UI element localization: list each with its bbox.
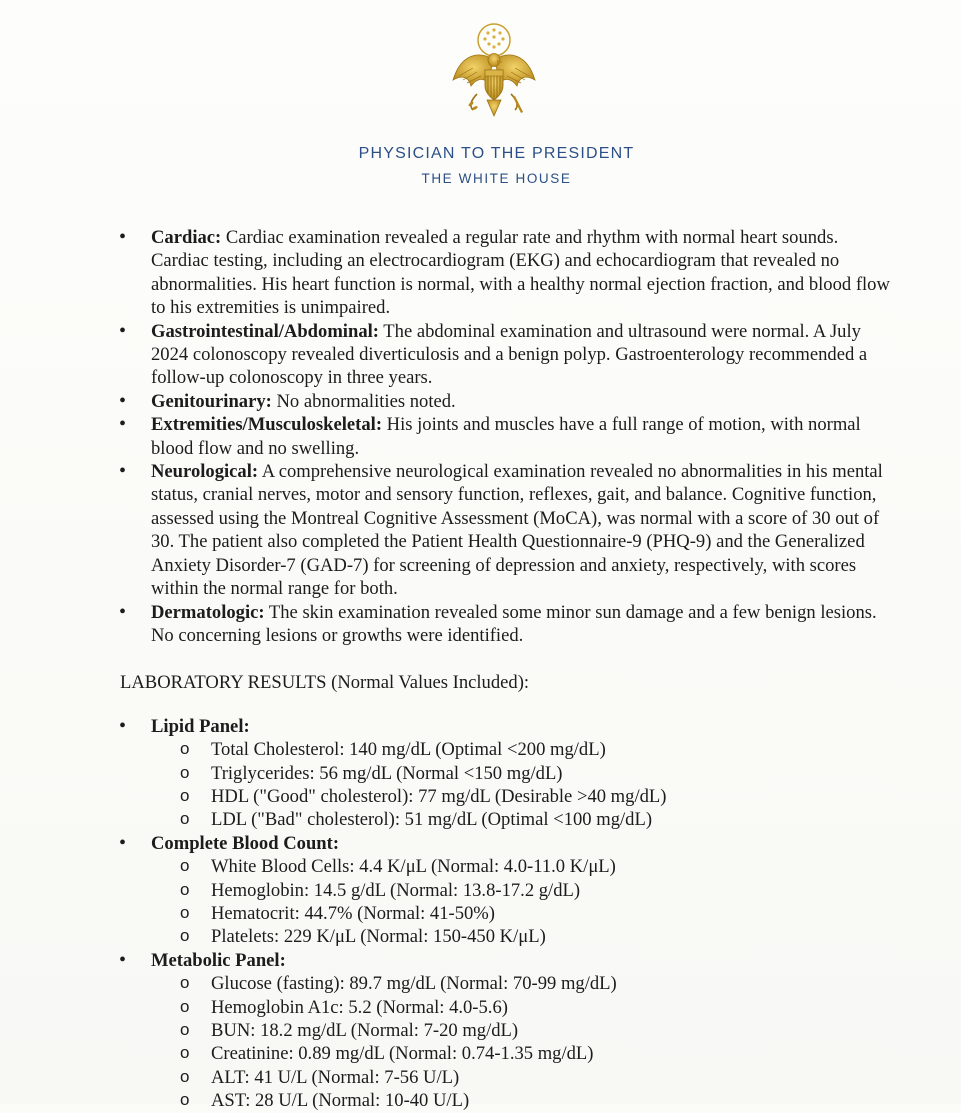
lab-panels-list bbox=[0, 715, 961, 1113]
exam-findings-list bbox=[0, 226, 961, 647]
finding-extremities bbox=[0, 413, 961, 460]
lab-result-item: o Triglycerides: 56 mg/dL (Normal <150 mg/dL) bbox=[0, 762, 891, 785]
finding-text: A comprehensive neurological examination revealed no abnormalities in his mental status, cranial nerves, motor and sensory function, reflexes, gait, and balance. Cognitive function, assessed using the Montreal Cognitive Assessment (MoCA), was normal with a score of 30 out of 30. The patient also completed the Patient Health Questionnaire-9 (PHQ-9) and the Generalized Anxiety Disorder-7 (GAD-7) for screening of depression and anxiety, respectively, with scores within the normal range for both. bbox=[151, 461, 883, 600]
letterhead-subtitle: THE WHITE HOUSE bbox=[421, 171, 572, 186]
finding-label: Dermatologic: bbox=[151, 601, 265, 623]
finding-label: Cardiac: bbox=[151, 227, 222, 248]
lab-result-item: o Creatinine: 0.89 mg/dL (Normal: 0.74-1.35 mg/dL) bbox=[0, 1042, 891, 1065]
report-body bbox=[0, 226, 961, 1113]
finding-genitourinary bbox=[0, 390, 961, 413]
lab-result-item: o LDL ("Bad" cholesterol): 51 mg/dL (Optimal <100 mg/dL) bbox=[0, 808, 891, 831]
finding-cardiac bbox=[0, 226, 961, 320]
finding-label: Extremities/Musculoskeletal: bbox=[151, 414, 383, 436]
lab-result-item: o White Blood Cells: 4.4 K/μL (Normal: 4.0-11.0 K/μL) bbox=[0, 855, 891, 878]
finding-neurological bbox=[0, 460, 961, 600]
lab-result-item: o Total Cholesterol: 140 mg/dL (Optimal <200 mg/dL) bbox=[0, 738, 891, 761]
lab-result-item: o AST: 28 U/L (Normal: 10-40 U/L) bbox=[0, 1089, 891, 1112]
finding-text: The abdominal examination and ultrasound were normal. A July 2024 colonoscopy revealed diverticulosis and a benign polyp. Gastroenterology recommended a follow-up colonoscopy in three years. bbox=[151, 320, 868, 389]
lab-panel-lipid bbox=[0, 715, 961, 832]
lab-panel-metabolic bbox=[0, 949, 961, 1113]
presidential-seal-icon bbox=[449, 20, 539, 120]
lab-result-item: o ALT: 41 U/L (Normal: 7-56 U/L) bbox=[0, 1066, 891, 1089]
finding-text: Cardiac examination revealed a regular rate and rhythm with normal heart sounds. Cardiac testing, including an electrocardiogram (EKG) and echocardiogram that revealed no abnormalities. His heart function is normal, with a healthy normal ejection fraction, and blood flow to his extremities is unimpaired. bbox=[151, 227, 890, 319]
lab-panel-cbc bbox=[0, 832, 961, 949]
letterhead-title: PHYSICIAN TO THE PRESIDENT bbox=[358, 145, 635, 162]
finding-dermatologic bbox=[0, 601, 961, 648]
finding-gastrointestinal bbox=[0, 320, 961, 390]
finding-label: Gastrointestinal/Abdominal: bbox=[151, 320, 379, 342]
finding-label: Genitourinary: bbox=[151, 390, 272, 412]
lab-result-item: o Hemoglobin: 14.5 g/dL (Normal: 13.8-17.2 g/dL) bbox=[0, 879, 891, 902]
finding-text: His joints and muscles have a full range of motion, with normal blood flow and no swelling. bbox=[151, 414, 861, 459]
panel-items bbox=[151, 972, 891, 1112]
lab-result-item: o BUN: 18.2 mg/dL (Normal: 7-20 mg/dL) bbox=[0, 1019, 891, 1042]
panel-items bbox=[151, 855, 891, 949]
finding-text: The skin examination revealed some minor sun damage and a few benign lesions. No concerning lesions or growths were identified. bbox=[151, 601, 877, 646]
panel-label: Lipid Panel: bbox=[151, 715, 250, 737]
finding-label: Neurological: bbox=[151, 461, 259, 483]
panel-label: Complete Blood Count: bbox=[151, 832, 340, 854]
panel-items bbox=[151, 738, 891, 832]
lab-results-heading: LABORATORY RESULTS (Normal Values Included): bbox=[120, 672, 530, 694]
lab-result-item: o Hemoglobin A1c: 5.2 (Normal: 4.0-5.6) bbox=[0, 996, 891, 1019]
lab-result-item: o Hematocrit: 44.7% (Normal: 41-50%) bbox=[0, 902, 891, 925]
panel-label: Metabolic Panel: bbox=[151, 949, 286, 971]
lab-result-item: o Platelets: 229 K/μL (Normal: 150-450 K/μL) bbox=[0, 925, 891, 948]
finding-text: No abnormalities noted. bbox=[271, 390, 456, 412]
lab-result-item: o HDL ("Good" cholesterol): 77 mg/dL (Desirable >40 mg/dL) bbox=[0, 785, 891, 808]
lab-result-item: o Glucose (fasting): 89.7 mg/dL (Normal: 70-99 mg/dL) bbox=[0, 972, 891, 995]
